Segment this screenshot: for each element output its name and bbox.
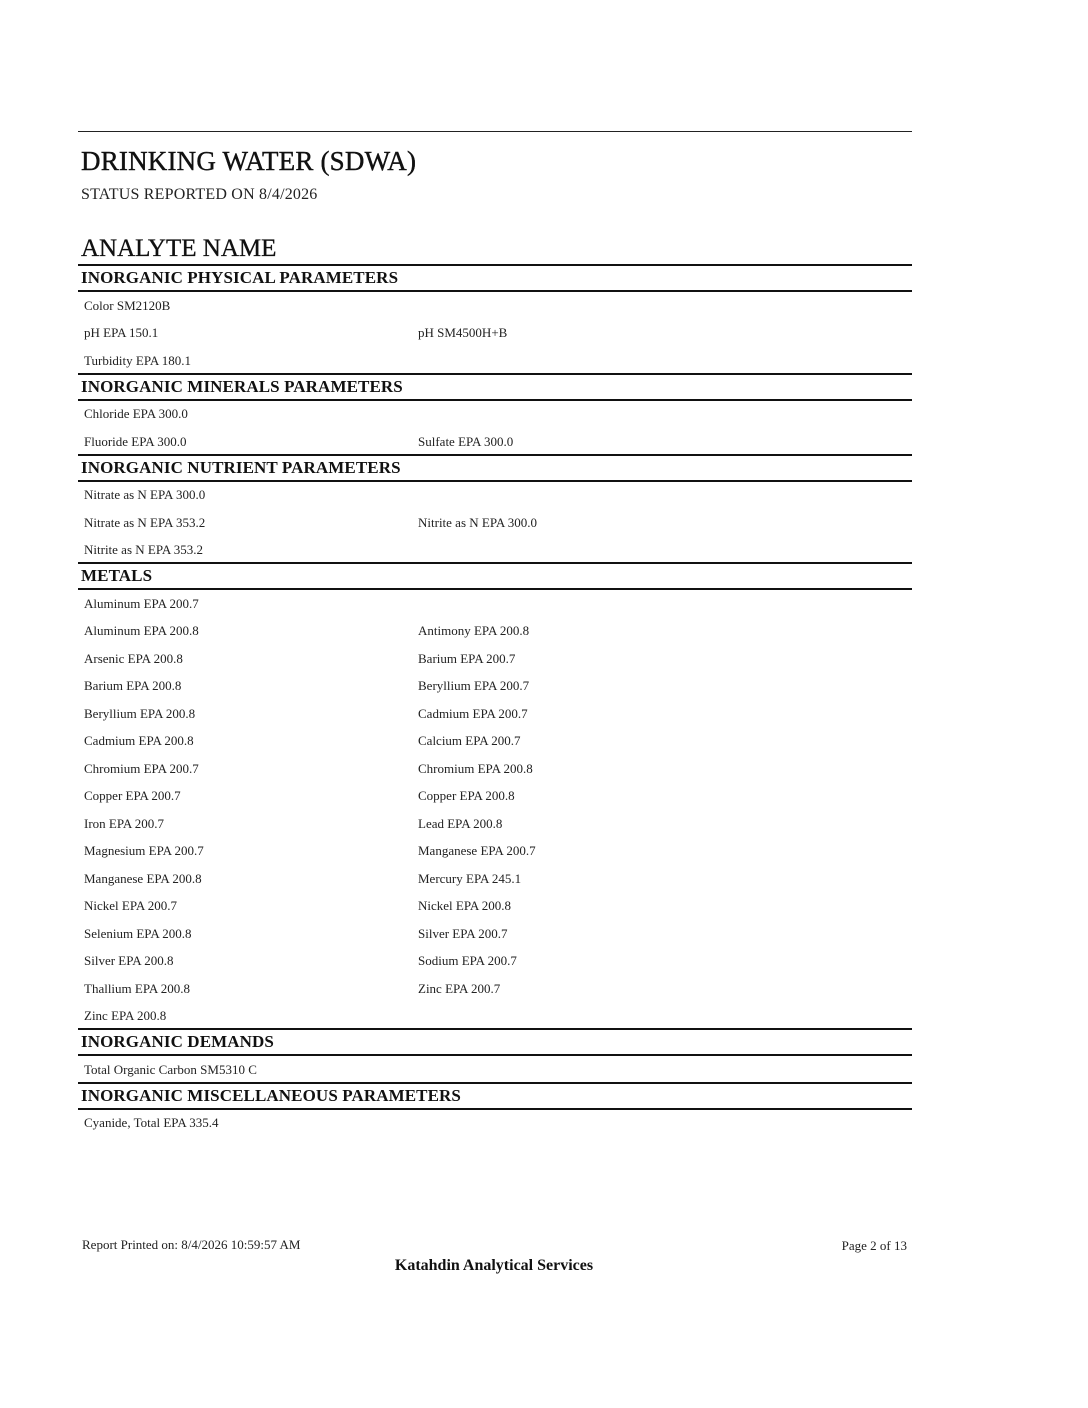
- table-row: [78, 783, 912, 811]
- analyte-cell-left: Cyanide, Total EPA 335.4: [84, 1115, 219, 1131]
- table-row: [78, 482, 912, 510]
- table-row: [78, 320, 912, 348]
- table-row: [78, 728, 912, 756]
- section-rows: [78, 1056, 912, 1084]
- section-rows: [78, 292, 912, 375]
- table-row: [78, 401, 912, 429]
- table-row: [78, 347, 912, 375]
- section-header: INORGANIC MINERALS PARAMETERS: [78, 373, 912, 401]
- table-row: [78, 865, 912, 893]
- table-row: [78, 428, 912, 456]
- analyte-cell-right: Beryllium EPA 200.7: [418, 678, 530, 694]
- section-rows: [78, 482, 912, 565]
- section-header: METALS: [78, 562, 912, 590]
- analyte-cell-right: Chromium EPA 200.8: [418, 760, 533, 776]
- table-row: [78, 673, 912, 701]
- table-row: [78, 1056, 912, 1084]
- report-printed-timestamp: Report Printed on: 8/4/2026 10:59:57 AM: [82, 1237, 301, 1252]
- company-name: Katahdin Analytical Services: [394, 1257, 594, 1274]
- table-row: [78, 292, 912, 320]
- analyte-table: [78, 264, 912, 1137]
- analyte-cell-right: Calcium EPA 200.7: [418, 733, 521, 749]
- analyte-cell-right: Zinc EPA 200.7: [418, 980, 501, 996]
- analyte-cell-left: Chloride EPA 300.0: [84, 406, 188, 422]
- analyte-cell-right: Cadmium EPA 200.7: [418, 705, 528, 721]
- report-title: DRINKING WATER (SDWA): [81, 146, 417, 176]
- analyte-cell-right: Nitrite as N EPA 300.0: [418, 514, 538, 530]
- analyte-cell-left: Fluoride EPA 300.0: [84, 433, 187, 449]
- analyte-cell-left: Beryllium EPA 200.8: [84, 705, 196, 721]
- analyte-name-heading: ANALYTE NAME: [81, 235, 277, 262]
- section-header: INORGANIC DEMANDS: [78, 1028, 912, 1056]
- table-row: [78, 975, 912, 1003]
- table-row: [78, 645, 912, 673]
- section-rows: [78, 401, 912, 456]
- page-number: Page 2 of 13: [841, 1238, 907, 1253]
- section-header: INORGANIC MISCELLANEOUS PARAMETERS: [78, 1082, 912, 1110]
- table-row: [78, 1003, 912, 1031]
- analyte-cell-left: Nitrite as N EPA 353.2: [84, 542, 204, 558]
- table-row: [78, 948, 912, 976]
- analyte-cell-left: Turbidity EPA 180.1: [84, 352, 192, 368]
- analyte-cell-left: Cadmium EPA 200.8: [84, 733, 194, 749]
- analyte-cell-left: Aluminum EPA 200.8: [84, 623, 199, 639]
- analyte-cell-left: pH EPA 150.1: [84, 325, 159, 341]
- analyte-cell-left: Zinc EPA 200.8: [84, 1008, 167, 1024]
- analyte-cell-left: Total Organic Carbon SM5310 C: [84, 1061, 257, 1077]
- analyte-cell-left: Iron EPA 200.7: [84, 815, 165, 831]
- table-row: [78, 1110, 912, 1138]
- section-header: INORGANIC NUTRIENT PARAMETERS: [78, 454, 912, 482]
- table-row: [78, 590, 912, 618]
- section-rows: [78, 590, 912, 1030]
- analyte-cell-left: Manganese EPA 200.8: [84, 870, 202, 886]
- table-row: [78, 755, 912, 783]
- table-row: [78, 509, 912, 537]
- analyte-cell-right: Nickel EPA 200.8: [418, 898, 512, 914]
- analyte-cell-right: Copper EPA 200.8: [418, 788, 515, 804]
- table-row: [78, 810, 912, 838]
- top-rule: [78, 131, 912, 132]
- analyte-cell-left: Color SM2120B: [84, 297, 171, 313]
- analyte-cell-right: Manganese EPA 200.7: [418, 843, 536, 859]
- analyte-cell-left: Chromium EPA 200.7: [84, 760, 199, 776]
- analyte-cell-left: Nickel EPA 200.7: [84, 898, 178, 914]
- analyte-cell-right: Sodium EPA 200.7: [418, 953, 517, 969]
- analyte-cell-left: Aluminum EPA 200.7: [84, 595, 199, 611]
- table-row: [78, 838, 912, 866]
- analyte-cell-right: Sulfate EPA 300.0: [418, 433, 514, 449]
- analyte-cell-left: Thallium EPA 200.8: [84, 980, 191, 996]
- analyte-cell-left: Magnesium EPA 200.7: [84, 843, 204, 859]
- table-row: [78, 700, 912, 728]
- analyte-cell-left: Nitrate as N EPA 353.2: [84, 514, 206, 530]
- analyte-cell-right: Barium EPA 200.7: [418, 650, 516, 666]
- section-rows: [78, 1110, 912, 1138]
- analyte-cell-right: Antimony EPA 200.8: [418, 623, 530, 639]
- table-row: [78, 893, 912, 921]
- table-row: [78, 920, 912, 948]
- report-status: STATUS REPORTED ON 8/4/2026: [81, 186, 318, 203]
- analyte-cell-left: Copper EPA 200.7: [84, 788, 181, 804]
- analyte-cell-right: Silver EPA 200.7: [418, 925, 508, 941]
- analyte-cell-left: Silver EPA 200.8: [84, 953, 174, 969]
- analyte-cell-left: Selenium EPA 200.8: [84, 925, 192, 941]
- analyte-cell-right: Lead EPA 200.8: [418, 815, 503, 831]
- analyte-cell-right: Mercury EPA 245.1: [418, 870, 522, 886]
- analyte-cell-left: Nitrate as N EPA 300.0: [84, 487, 206, 503]
- table-row: [78, 537, 912, 565]
- analyte-cell-left: Arsenic EPA 200.8: [84, 650, 183, 666]
- analyte-cell-left: Barium EPA 200.8: [84, 678, 182, 694]
- section-header: INORGANIC PHYSICAL PARAMETERS: [78, 264, 912, 292]
- analyte-cell-right: pH SM4500H+B: [418, 325, 508, 341]
- table-row: [78, 618, 912, 646]
